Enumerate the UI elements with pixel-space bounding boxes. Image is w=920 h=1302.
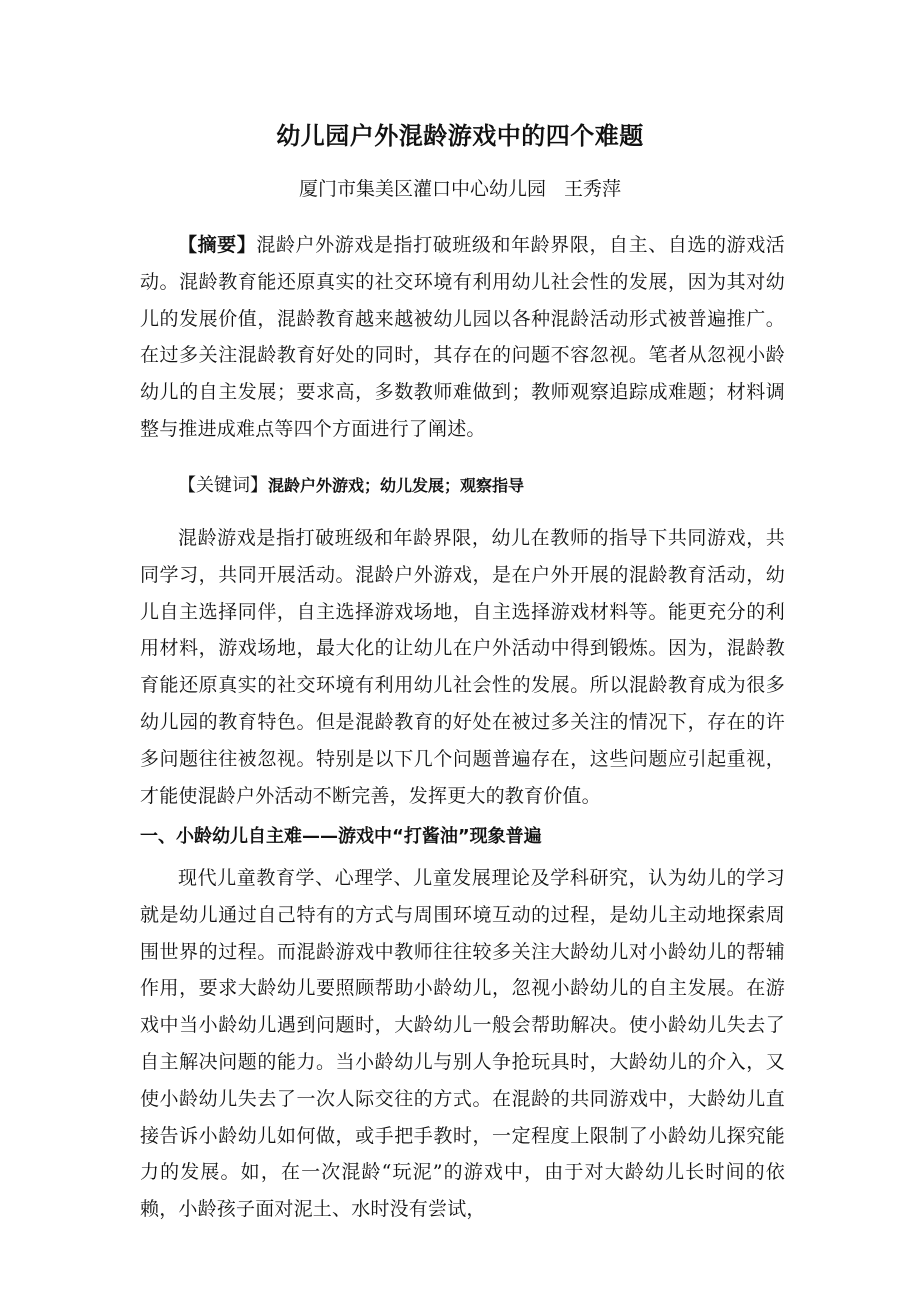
section-paragraph: 现代儿童教育学、心理学、儿童发展理论及学科研究，认为幼儿的学习就是幼儿通过自己特有的方式与周围环境互动的过程，是幼儿主动地探索周围世界的过程。而混龄游戏中教师往往较多关注大龄幼儿对小龄幼儿的帮辅作用，要求大龄幼儿要照顾帮助小龄幼儿，忽视小龄幼儿的自主发展。在游戏中当小龄幼儿遇到问题时，大龄幼儿一般会帮助解决。使小龄幼儿失去了自主解决问题的能力。当小龄幼儿与别人争抢玩具时，大龄幼儿的介入，又使小龄幼儿失去了一次人际交往的方式。在混龄的共同游戏中，大龄幼儿直接告诉小龄幼儿如何做，或手把手教时，一定程度上限制了小龄幼儿探究能力的发展。如，在一次混龄“玩泥”的游戏中，由于对大龄幼儿长时间的依赖，小龄孩子面对泥土、水时没有尝试， xyxy=(140,867,785,1221)
author-affiliation: 厦门市集美区灌口中心幼儿园 xyxy=(298,178,546,200)
intro-paragraph: 混龄游戏是指打破班级和年龄界限，幼儿在教师的指导下共同游戏，共同学习，共同开展活动。混龄户外游戏，是在户外开展的混龄教育活动，幼儿自主选择同伴，自主选择游戏场地，自主选择游戏材料等。能更充分的利用材料，游戏场地，最大化的让幼儿在户外活动中得到锻炼。因为，混龄教育能还原真实的社交环境有利用幼儿社会性的发展。所以混龄教育成为很多幼儿园的教育特色。但是混龄教育的好处在被过多关注的情况下，存在的许多问题往往被忽视。特别是以下几个问题普遍存在，这些问题应引起重视，才能使混龄户外活动不断完善，发挥更大的教育价值。 xyxy=(140,527,785,807)
author-name: 王秀萍 xyxy=(564,178,622,200)
section-heading: 一、小龄幼儿自主难——游戏中“打酱油”现象普遍 xyxy=(140,826,542,847)
abstract-text: 混龄户外游戏是指打破班级和年龄界限，自主、自选的游戏活动。混龄教育能还原真实的社交环境有利用幼儿社会性的发展，因为其对幼儿的发展价值，混龄教育越来越被幼儿园以各种混龄活动形式被普遍推广。在过多关注混龄教育好处的同时，其存在的问题不容忽视。笔者从忽视小龄幼儿的自主发展；要求高，多数教师难做到；教师观察追踪成难题；材料调整与推进成难点等四个方面进行了阐述。 xyxy=(140,234,785,440)
abstract-paragraph xyxy=(140,227,785,448)
keywords-line xyxy=(178,470,798,502)
keywords-text: 混龄户外游戏；幼儿发展；观察指导 xyxy=(268,476,525,495)
abstract-label: 【摘要】 xyxy=(178,234,257,256)
author-line xyxy=(0,174,920,204)
keywords-label: 【关键词】 xyxy=(178,475,268,496)
document-title: 幼儿园户外混龄游戏中的四个难题 xyxy=(276,122,644,150)
